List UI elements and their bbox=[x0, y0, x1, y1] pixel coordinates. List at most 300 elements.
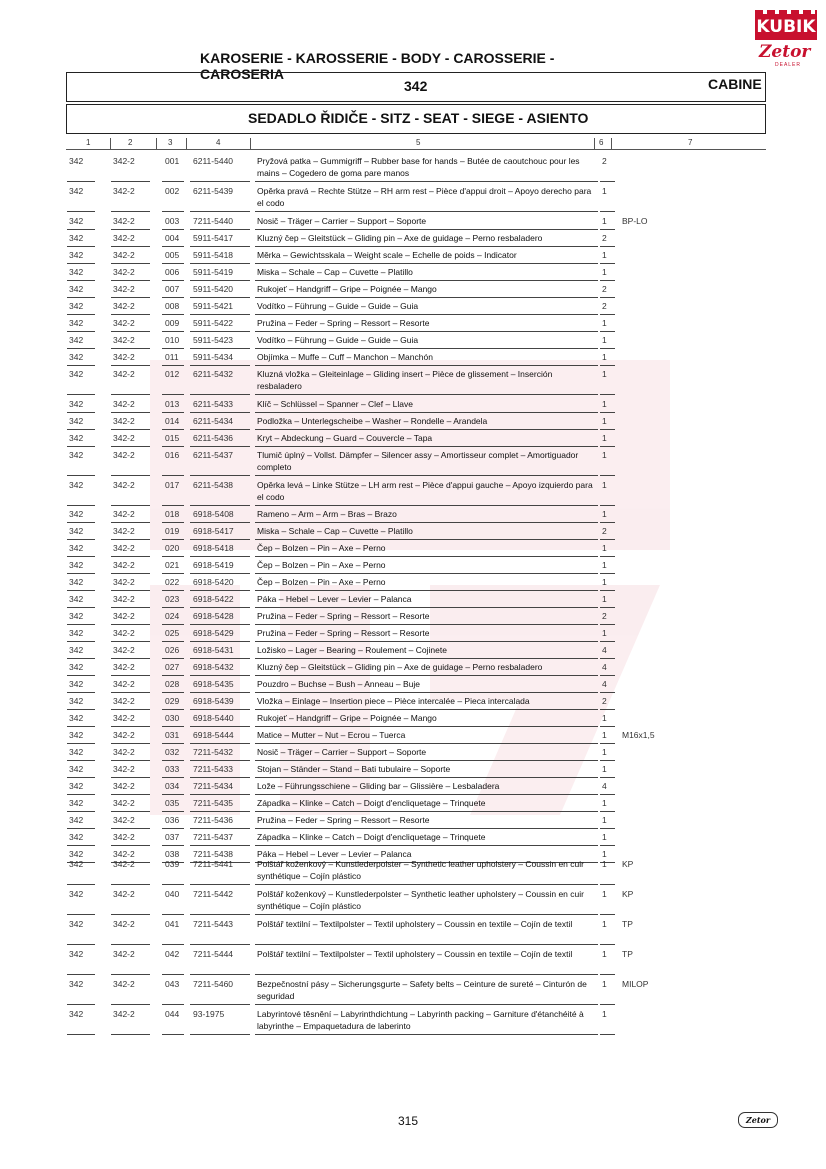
row-underline bbox=[67, 974, 95, 975]
row-underline bbox=[162, 974, 184, 975]
logo-zetor-text: Zetor bbox=[759, 42, 811, 62]
row-underline bbox=[190, 429, 250, 430]
row-underline bbox=[111, 429, 150, 430]
row-underline bbox=[162, 429, 184, 430]
cell-c5: Čep – Bolzen – Pin – Axe – Perno bbox=[257, 560, 386, 570]
cell-c5: Klíč – Schlüssel – Spanner – Clef – Llave bbox=[257, 399, 413, 409]
row-underline bbox=[190, 845, 250, 846]
cell-c4: 6918-5418 bbox=[193, 543, 234, 553]
cell-c3: 002 bbox=[165, 186, 180, 196]
column-header: 6 bbox=[599, 138, 604, 147]
column-header: 1 bbox=[86, 138, 91, 147]
cell-c1: 342 bbox=[69, 889, 84, 899]
row-underline bbox=[255, 828, 598, 829]
row-underline bbox=[162, 607, 184, 608]
cell-c6: 2 bbox=[602, 233, 607, 243]
cell-c4: 6918-5422 bbox=[193, 594, 234, 604]
cell-c5: Nosič – Träger – Carrier – Support – Soporte bbox=[257, 747, 427, 757]
cell-c6: 2 bbox=[602, 301, 607, 311]
cell-c7: TP bbox=[622, 949, 633, 959]
cell-c1: 342 bbox=[69, 335, 84, 345]
row-underline bbox=[162, 331, 184, 332]
row-underline bbox=[111, 229, 150, 230]
cell-c3: 035 bbox=[165, 798, 180, 808]
row-underline bbox=[162, 505, 184, 506]
cell-c4: 6211-5440 bbox=[193, 156, 234, 166]
cell-c4: 6211-5437 bbox=[193, 450, 234, 460]
cell-c6: 1 bbox=[602, 594, 607, 604]
row-underline bbox=[255, 845, 598, 846]
cell-c1: 342 bbox=[69, 628, 84, 638]
row-underline bbox=[255, 394, 598, 395]
cell-c2: 342-2 bbox=[113, 450, 135, 460]
cell-c2: 342-2 bbox=[113, 662, 135, 672]
cell-c1: 342 bbox=[69, 267, 84, 277]
cell-c4: 6918-5419 bbox=[193, 560, 234, 570]
cell-c4: 7211-5433 bbox=[193, 764, 234, 774]
row-underline bbox=[67, 624, 95, 625]
cell-c4: 6918-5440 bbox=[193, 713, 234, 723]
cell-c2: 342-2 bbox=[113, 832, 135, 842]
row-underline bbox=[111, 394, 150, 395]
row-underline bbox=[600, 743, 615, 744]
cell-c2: 342-2 bbox=[113, 645, 135, 655]
cell-c5: Miska – Schale – Cap – Cuvette – Platillo bbox=[257, 267, 413, 277]
cell-c4: 6918-5432 bbox=[193, 662, 234, 672]
row-underline bbox=[190, 607, 250, 608]
row-underline bbox=[111, 280, 150, 281]
row-underline bbox=[190, 944, 250, 945]
cell-c2: 342-2 bbox=[113, 611, 135, 621]
column-header: 3 bbox=[168, 138, 173, 147]
row-underline bbox=[162, 777, 184, 778]
cell-c7: M16x1,5 bbox=[622, 730, 655, 740]
row-underline bbox=[162, 658, 184, 659]
cell-c6: 4 bbox=[602, 645, 607, 655]
cell-c4: 6211-5433 bbox=[193, 399, 234, 409]
cell-c1: 342 bbox=[69, 233, 84, 243]
row-underline bbox=[111, 556, 150, 557]
row-underline bbox=[111, 641, 150, 642]
row-underline bbox=[111, 692, 150, 693]
row-underline bbox=[190, 475, 250, 476]
row-underline bbox=[162, 845, 184, 846]
row-underline bbox=[111, 505, 150, 506]
cell-c2: 342-2 bbox=[113, 594, 135, 604]
row-underline bbox=[111, 475, 150, 476]
row-underline bbox=[255, 539, 598, 540]
cell-c4: 6918-5435 bbox=[193, 679, 234, 689]
row-underline bbox=[162, 743, 184, 744]
row-underline bbox=[67, 505, 95, 506]
cell-c7: TP bbox=[622, 919, 633, 929]
cell-c3: 025 bbox=[165, 628, 180, 638]
cell-c5: Polštář textilní – Textilpolster – Textil upholstery – Coussin en textile – Cojín de textil bbox=[257, 919, 573, 929]
row-underline bbox=[255, 624, 598, 625]
row-underline bbox=[162, 211, 184, 212]
cell-c5: Kluzná vložka – Gleiteinlage – Gliding insert – Pièce de glissement – Inserción resbaladero bbox=[257, 369, 553, 391]
cell-c4: 5911-5434 bbox=[193, 352, 234, 362]
row-underline bbox=[190, 539, 250, 540]
cell-c4: 7211-5432 bbox=[193, 747, 234, 757]
column-separator bbox=[594, 138, 595, 149]
cell-c1: 342 bbox=[69, 949, 84, 959]
cell-c1: 342 bbox=[69, 798, 84, 808]
cell-c4: 6918-5431 bbox=[193, 645, 234, 655]
cell-c5: Rukojeť – Handgriff – Gripe – Poignée – Mango bbox=[257, 713, 437, 723]
cell-c1: 342 bbox=[69, 594, 84, 604]
cell-c2: 342-2 bbox=[113, 577, 135, 587]
cell-c2: 342-2 bbox=[113, 301, 135, 311]
cell-c3: 039 bbox=[165, 859, 180, 869]
row-underline bbox=[162, 914, 184, 915]
cell-c3: 030 bbox=[165, 713, 180, 723]
cell-c5: Stojan – Ständer – Stand – Bati tubulaire – Soporte bbox=[257, 764, 451, 774]
cell-c5: Vodítko – Führung – Guide – Guide – Guia bbox=[257, 335, 419, 345]
cell-c6: 1 bbox=[602, 216, 607, 226]
row-underline bbox=[111, 811, 150, 812]
row-underline bbox=[190, 777, 250, 778]
row-underline bbox=[255, 760, 598, 761]
cell-c2: 342-2 bbox=[113, 979, 135, 989]
row-underline bbox=[111, 181, 150, 182]
row-underline bbox=[600, 475, 615, 476]
row-underline bbox=[190, 446, 250, 447]
row-underline bbox=[600, 641, 615, 642]
cell-c6: 1 bbox=[602, 480, 607, 490]
cell-c1: 342 bbox=[69, 433, 84, 443]
cell-c1: 342 bbox=[69, 480, 84, 490]
cell-c1: 342 bbox=[69, 781, 84, 791]
cell-c2: 342-2 bbox=[113, 889, 135, 899]
row-underline bbox=[111, 1004, 150, 1005]
row-underline bbox=[600, 914, 615, 915]
row-underline bbox=[162, 1034, 184, 1035]
cell-c6: 1 bbox=[602, 352, 607, 362]
row-underline bbox=[190, 828, 250, 829]
cell-c5: Bezpečnostní pásy – Sicherungsgurte – Safety belts – Ceinture de sureté – Cinturón de seguridad bbox=[257, 979, 587, 1001]
cell-c1: 342 bbox=[69, 859, 84, 869]
cell-c6: 1 bbox=[602, 889, 607, 899]
row-underline bbox=[600, 412, 615, 413]
cell-c1: 342 bbox=[69, 696, 84, 706]
cell-c4: 6211-5436 bbox=[193, 433, 234, 443]
row-underline bbox=[67, 181, 95, 182]
row-underline bbox=[111, 828, 150, 829]
row-underline bbox=[111, 743, 150, 744]
row-underline bbox=[67, 446, 95, 447]
cell-c1: 342 bbox=[69, 156, 84, 166]
row-underline bbox=[255, 246, 598, 247]
row-underline bbox=[255, 974, 598, 975]
cell-c6: 1 bbox=[602, 832, 607, 842]
cell-c3: 021 bbox=[165, 560, 180, 570]
cell-c2: 342-2 bbox=[113, 369, 135, 379]
row-underline bbox=[67, 263, 95, 264]
row-underline bbox=[255, 914, 598, 915]
cell-c2: 342-2 bbox=[113, 250, 135, 260]
row-underline bbox=[111, 845, 150, 846]
cell-c1: 342 bbox=[69, 509, 84, 519]
cell-c6: 1 bbox=[602, 369, 607, 379]
row-underline bbox=[190, 365, 250, 366]
row-underline bbox=[67, 1004, 95, 1005]
row-underline bbox=[600, 884, 615, 885]
row-underline bbox=[190, 709, 250, 710]
row-underline bbox=[190, 246, 250, 247]
cell-c4: 7211-5435 bbox=[193, 798, 234, 808]
cell-c4: 5911-5420 bbox=[193, 284, 234, 294]
row-underline bbox=[600, 828, 615, 829]
row-underline bbox=[111, 944, 150, 945]
cell-c2: 342-2 bbox=[113, 679, 135, 689]
cell-c6: 1 bbox=[602, 577, 607, 587]
cell-c2: 342-2 bbox=[113, 1009, 135, 1019]
cell-c3: 007 bbox=[165, 284, 180, 294]
cell-c4: 7211-5444 bbox=[193, 949, 234, 959]
row-underline bbox=[600, 181, 615, 182]
row-underline bbox=[190, 211, 250, 212]
row-underline bbox=[190, 914, 250, 915]
row-underline bbox=[600, 229, 615, 230]
row-underline bbox=[190, 181, 250, 182]
page-number: 315 bbox=[398, 1114, 419, 1128]
cell-c4: 5911-5421 bbox=[193, 301, 234, 311]
cell-c6: 4 bbox=[602, 679, 607, 689]
cell-c4: 6918-5429 bbox=[193, 628, 234, 638]
row-underline bbox=[190, 314, 250, 315]
cell-c7: KP bbox=[622, 889, 634, 899]
row-underline bbox=[67, 607, 95, 608]
cell-c6: 1 bbox=[602, 919, 607, 929]
cell-c5: Polštář koženkový – Kunstlederpolster – Synthetic leather upholstery – Coussin en cuir synthétique – Cojín plástico bbox=[257, 859, 584, 881]
cell-c6: 2 bbox=[602, 284, 607, 294]
section-number: 342 bbox=[404, 78, 428, 94]
cell-c6: 4 bbox=[602, 662, 607, 672]
row-underline bbox=[67, 760, 95, 761]
row-underline bbox=[600, 331, 615, 332]
row-underline bbox=[255, 641, 598, 642]
row-underline bbox=[162, 760, 184, 761]
cell-c6: 2 bbox=[602, 526, 607, 536]
cell-c2: 342-2 bbox=[113, 543, 135, 553]
cell-c6: 1 bbox=[602, 1009, 607, 1019]
row-underline bbox=[111, 709, 150, 710]
row-underline bbox=[255, 429, 598, 430]
row-underline bbox=[255, 1004, 598, 1005]
row-underline bbox=[255, 709, 598, 710]
row-underline bbox=[600, 607, 615, 608]
cell-c4: 6918-5444 bbox=[193, 730, 234, 740]
row-underline bbox=[111, 760, 150, 761]
page-title: KAROSERIE - KAROSSERIE - BODY - CAROSSERIE - CAROSERIA bbox=[200, 50, 555, 82]
row-underline bbox=[255, 726, 598, 727]
row-underline bbox=[162, 348, 184, 349]
cell-c4: 7211-5437 bbox=[193, 832, 234, 842]
row-underline bbox=[600, 263, 615, 264]
row-underline bbox=[255, 412, 598, 413]
page-subtitle: SEDADLO ŘIDIČE - SITZ - SEAT - SIEGE - ASIENTO bbox=[248, 110, 589, 126]
row-underline bbox=[111, 675, 150, 676]
row-underline bbox=[67, 331, 95, 332]
row-underline bbox=[600, 1034, 615, 1035]
cell-c2: 342-2 bbox=[113, 713, 135, 723]
cell-c6: 1 bbox=[602, 267, 607, 277]
row-underline bbox=[162, 522, 184, 523]
cell-c4: 6918-5420 bbox=[193, 577, 234, 587]
cell-c3: 041 bbox=[165, 919, 180, 929]
cell-c3: 043 bbox=[165, 979, 180, 989]
row-underline bbox=[190, 658, 250, 659]
row-underline bbox=[190, 641, 250, 642]
cell-c3: 018 bbox=[165, 509, 180, 519]
row-underline bbox=[111, 365, 150, 366]
row-underline bbox=[600, 794, 615, 795]
row-underline bbox=[111, 726, 150, 727]
row-underline bbox=[67, 692, 95, 693]
cell-c5: Vodítko – Führung – Guide – Guide – Guia bbox=[257, 301, 419, 311]
row-underline bbox=[67, 556, 95, 557]
cell-c3: 037 bbox=[165, 832, 180, 842]
cell-c5: Západka – Klinke – Catch – Doigt d'encliquetage – Trinquete bbox=[257, 798, 486, 808]
row-underline bbox=[600, 505, 615, 506]
cell-c2: 342-2 bbox=[113, 747, 135, 757]
cell-c2: 342-2 bbox=[113, 696, 135, 706]
cell-c3: 004 bbox=[165, 233, 180, 243]
cell-c2: 342-2 bbox=[113, 352, 135, 362]
cell-c5: Kryt – Abdeckung – Guard – Couvercle – Tapa bbox=[257, 433, 433, 443]
cell-c1: 342 bbox=[69, 979, 84, 989]
cell-c3: 015 bbox=[165, 433, 180, 443]
cell-c2: 342-2 bbox=[113, 781, 135, 791]
cell-c5: Polštář textilní – Textilpolster – Textil upholstery – Coussin en textile – Cojín de textil bbox=[257, 949, 573, 959]
cell-c3: 017 bbox=[165, 480, 180, 490]
cell-c3: 013 bbox=[165, 399, 180, 409]
row-underline bbox=[600, 573, 615, 574]
row-underline bbox=[190, 412, 250, 413]
cell-c4: 7211-5440 bbox=[193, 216, 234, 226]
cell-c1: 342 bbox=[69, 747, 84, 757]
cell-c6: 1 bbox=[602, 509, 607, 519]
row-underline bbox=[67, 884, 95, 885]
cell-c5: Rameno – Arm – Arm – Bras – Brazo bbox=[257, 509, 397, 519]
row-underline bbox=[600, 556, 615, 557]
cell-c1: 342 bbox=[69, 399, 84, 409]
row-underline bbox=[255, 692, 598, 693]
row-underline bbox=[255, 365, 598, 366]
cell-c1: 342 bbox=[69, 352, 84, 362]
row-underline bbox=[67, 314, 95, 315]
row-underline bbox=[190, 760, 250, 761]
row-underline bbox=[111, 1034, 150, 1035]
cell-c2: 342-2 bbox=[113, 416, 135, 426]
row-underline bbox=[255, 556, 598, 557]
row-underline bbox=[190, 675, 250, 676]
row-underline bbox=[190, 505, 250, 506]
row-underline bbox=[67, 280, 95, 281]
cell-c3: 029 bbox=[165, 696, 180, 706]
row-underline bbox=[190, 811, 250, 812]
row-underline bbox=[255, 607, 598, 608]
cell-c5: Páka – Hebel – Lever – Levier – Palanca bbox=[257, 594, 412, 604]
cell-c6: 2 bbox=[602, 696, 607, 706]
cell-c3: 003 bbox=[165, 216, 180, 226]
row-underline bbox=[162, 229, 184, 230]
row-underline bbox=[162, 556, 184, 557]
cell-c6: 1 bbox=[602, 318, 607, 328]
row-underline bbox=[190, 590, 250, 591]
cell-c6: 1 bbox=[602, 250, 607, 260]
cell-c6: 1 bbox=[602, 186, 607, 196]
row-underline bbox=[255, 475, 598, 476]
cell-c5: Pružina – Feder – Spring – Ressort – Resorte bbox=[257, 628, 430, 638]
row-underline bbox=[600, 446, 615, 447]
cell-c5: Čep – Bolzen – Pin – Axe – Perno bbox=[257, 577, 386, 587]
row-underline bbox=[162, 675, 184, 676]
row-underline bbox=[255, 229, 598, 230]
row-underline bbox=[67, 777, 95, 778]
row-underline bbox=[255, 811, 598, 812]
row-underline bbox=[190, 263, 250, 264]
cell-c1: 342 bbox=[69, 730, 84, 740]
cell-c2: 342-2 bbox=[113, 399, 135, 409]
cell-c2: 342-2 bbox=[113, 335, 135, 345]
cell-c5: Opěrka pravá – Rechte Stütze – RH arm rest – Pièce d'appui droit – Apoyo derecho para el codo bbox=[257, 186, 592, 208]
cell-c1: 342 bbox=[69, 764, 84, 774]
cell-c3: 019 bbox=[165, 526, 180, 536]
cell-c1: 342 bbox=[69, 645, 84, 655]
cell-c5: Pružina – Feder – Spring – Ressort – Resorte bbox=[257, 815, 430, 825]
row-underline bbox=[67, 675, 95, 676]
row-underline bbox=[162, 263, 184, 264]
cell-c2: 342-2 bbox=[113, 480, 135, 490]
column-header: 7 bbox=[688, 138, 693, 147]
row-underline bbox=[67, 726, 95, 727]
row-underline bbox=[67, 573, 95, 574]
cell-c2: 342-2 bbox=[113, 560, 135, 570]
cell-c6: 2 bbox=[602, 611, 607, 621]
row-underline bbox=[190, 692, 250, 693]
row-underline bbox=[111, 246, 150, 247]
row-underline bbox=[162, 573, 184, 574]
row-underline bbox=[67, 641, 95, 642]
row-underline bbox=[162, 412, 184, 413]
cell-c3: 036 bbox=[165, 815, 180, 825]
cell-c4: 93-1975 bbox=[193, 1009, 225, 1019]
cell-c4: 7211-5442 bbox=[193, 889, 234, 899]
cell-c5: Páka – Hebel – Lever – Levier – Palanca bbox=[257, 849, 412, 859]
row-underline bbox=[600, 297, 615, 298]
cell-c4: 5911-5422 bbox=[193, 318, 234, 328]
row-underline bbox=[111, 777, 150, 778]
cell-c6: 1 bbox=[602, 798, 607, 808]
row-underline bbox=[67, 211, 95, 212]
row-underline bbox=[162, 641, 184, 642]
cell-c3: 027 bbox=[165, 662, 180, 672]
cell-c4: 6211-5432 bbox=[193, 369, 234, 379]
cell-c6: 1 bbox=[602, 979, 607, 989]
cell-c2: 342-2 bbox=[113, 798, 135, 808]
cell-c5: Nosič – Träger – Carrier – Support – Soporte bbox=[257, 216, 427, 226]
cell-c5: Polštář koženkový – Kunstlederpolster – Synthetic leather upholstery – Coussin en cuir synthétique – Cojín plástico bbox=[257, 889, 584, 911]
row-underline bbox=[600, 777, 615, 778]
row-underline bbox=[111, 573, 150, 574]
row-underline bbox=[190, 743, 250, 744]
row-underline bbox=[111, 263, 150, 264]
cell-c2: 342-2 bbox=[113, 764, 135, 774]
row-underline bbox=[111, 297, 150, 298]
row-underline bbox=[190, 394, 250, 395]
